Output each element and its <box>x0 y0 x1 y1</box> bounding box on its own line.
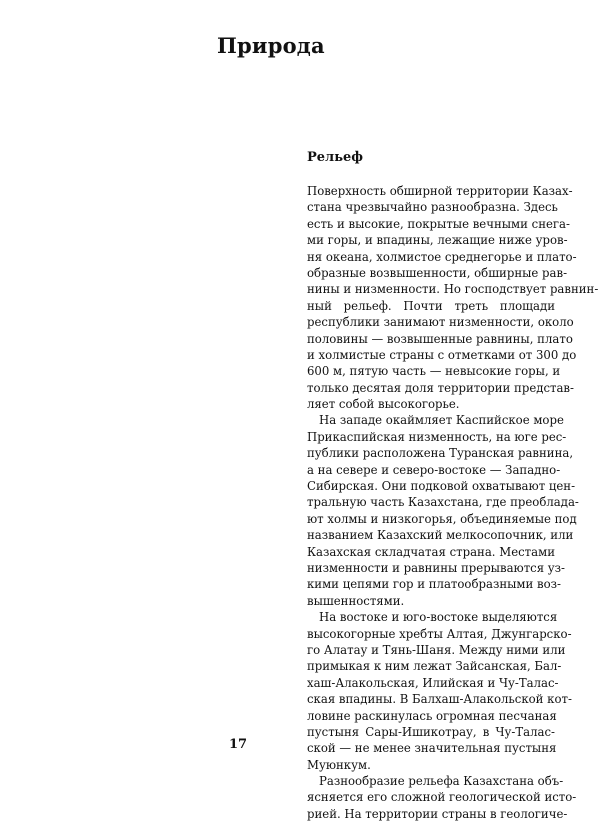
text-line: ня океана, холмистое среднегорье и плато- <box>307 249 577 264</box>
text-line: Прикаспийская низменность, на юге рес- <box>307 429 567 444</box>
text-line: Разнообразие рельефа Казахстана объ- <box>319 774 564 789</box>
text-line: половины — возвышенные равнины, плато <box>307 331 573 346</box>
text-line: публики расположена Туранская равнина, <box>307 446 574 461</box>
text-line: Муюнкум. <box>307 757 371 772</box>
text-line: пустыня Сары-Ишикотрау, в Чу-Талас- <box>307 724 555 739</box>
text-line: вышенностями. <box>307 593 405 608</box>
body-text <box>307 183 599 822</box>
text-line: кими цепями гор и платообразными воз- <box>307 577 561 592</box>
text-line: рией. На территории страны в геологиче- <box>307 806 568 821</box>
text-line: ловине раскинулась огромная песчаная <box>307 708 557 723</box>
text-line: ской — не менее значительная пустыня <box>307 741 557 756</box>
text-line: высокогорные хребты Алтая, Джунгарско- <box>307 626 572 641</box>
text-line: образные возвышенности, обширные рав- <box>307 265 568 280</box>
text-line: хаш-Алакольская, Илийская и Чу-Талас- <box>307 675 559 690</box>
chapter-title: Природа <box>217 33 325 58</box>
text-line: го Алатау и Тянь-Шаня. Между ними или <box>307 642 566 657</box>
text-line: есть и высокие, покрытые вечными снега- <box>307 216 570 231</box>
section-title: Рельеф <box>307 150 364 165</box>
text-line: ская впадины. В Балхаш-Алакольской кот- <box>307 692 572 707</box>
text-line: ми горы, и впадины, лежащие ниже уров- <box>307 233 568 248</box>
text-line: только десятая доля территории представ- <box>307 380 574 395</box>
text-line: примыкая к ним лежат Зайсанская, Бал- <box>307 659 562 674</box>
text-line: а на севере и северо-востоке — Западно- <box>307 462 561 477</box>
page-number: 17 <box>229 737 248 752</box>
text-line: и холмистые страны с отметками от 300 до <box>307 347 577 362</box>
text-line: На востоке и юго-востоке выделяются <box>319 610 558 625</box>
text-line: нины и низменности. Но господствует равнин- <box>307 282 599 297</box>
text-line: Сибирская. Они подковой охватывают цен- <box>307 479 576 494</box>
text-line: ляет собой высокогорье. <box>307 397 460 412</box>
text-line: ясняется его сложной геологической исто- <box>307 790 577 805</box>
text-line: стана чрезвычайно разнообразна. Здесь <box>307 200 558 215</box>
text-line: ный рельеф. Почти треть площади <box>307 298 555 313</box>
text-line: низменности и равнины прерываются уз- <box>307 560 566 575</box>
text-line: тральную часть Казахстана, где преоблада- <box>307 495 579 510</box>
text-line: 600 м, пятую часть — невысокие горы, и <box>307 364 561 379</box>
text-line: ют холмы и низкогорья, объединяемые под <box>307 511 577 526</box>
text-line: названием Казахский мелкосопочник, или <box>307 528 574 543</box>
text-line: Поверхность обширной территории Казах- <box>307 184 573 198</box>
text-line: На западе окаймляет Каспийское море <box>319 413 564 428</box>
text-line: республики занимают низменности, около <box>307 315 574 330</box>
text-line: Казахская складчатая страна. Местами <box>307 544 555 559</box>
